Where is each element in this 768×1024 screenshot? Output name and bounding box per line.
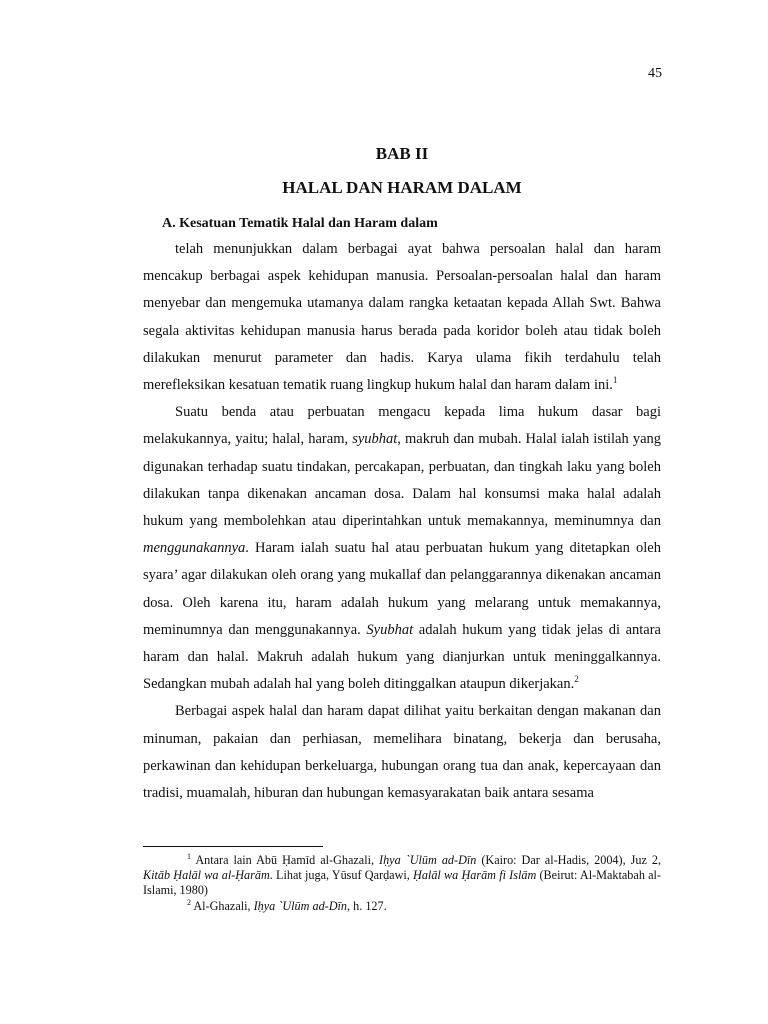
italic-term: menggunakannya xyxy=(143,540,246,557)
page-number: 45 xyxy=(648,66,662,81)
footnote-ref: 1 xyxy=(612,375,618,386)
section-heading: A. Kesatuan Tematik Halal dan Haram dalam xyxy=(162,216,438,231)
italic-term: Kitāb Ḥalāl wa al-Ḥarām xyxy=(143,868,270,883)
text-run: Berbagai aspek halal dan haram dapat dilihat yaitu berkaitan dengan makanan dan minuman, pakaian dan perhiasan, memelihara binatang, bekerja dan berusaha, perkawinan dan kehidupan berkeluarga, hubungan orang tua dan anak, kepercayaan dan tradisi, muamalah, hiburan dan hubungan kemasyarakatan baik antara sesama xyxy=(143,703,661,802)
footnote-ref: 2 xyxy=(574,674,579,685)
footnote-ref: 2 xyxy=(187,897,191,907)
italic-term: Iḥya `Ulūm ad-Dīn xyxy=(379,853,477,867)
text-run: . Lihat juga, Yūsuf Qarḍawi, xyxy=(269,868,414,883)
text-run: Al-Ghazali, xyxy=(191,898,254,913)
text-run: , makruh dan mubah. Halal ialah istilah yang digunakan terhadap suatu tindakan, percakapan, perbuatan, dan tingkah laku yang boleh dilakukan tanpa dikenakan ancaman dosa. Dalam hal konsumsi maka halal adalah hukum yang membolehkan atau diperintahkan untuk memakannya, meminumnya dan xyxy=(143,431,662,530)
chapter-label: BAB II xyxy=(375,144,429,163)
italic-term: syubhat xyxy=(352,431,398,448)
text-run: Antara lain Abū Ḥamīd al-Ghazali, xyxy=(191,853,380,867)
footnote-divider xyxy=(143,846,323,847)
paragraph xyxy=(143,698,661,807)
italic-term: Syubhat xyxy=(366,621,414,638)
paragraph xyxy=(143,236,661,399)
italic-term: Iḥya `Ulūm ad-Dīn xyxy=(253,898,348,913)
footnote-ref: 1 xyxy=(187,851,191,861)
text-run: (Beirut: Al-Maktabah al-Islami, 1980) xyxy=(143,868,661,898)
text-run: , h. 127. xyxy=(347,898,387,913)
text-run: adalah hukum yang tidak jelas di antara haram dan halal. Makruh adalah hukum yang dianjurkan untuk meninggalkannya. Sedangkan mubah adalah hal yang boleh ditinggalkan ataupun dikerjakan. xyxy=(143,621,661,693)
paragraph xyxy=(143,399,661,698)
footnotes xyxy=(143,853,661,914)
footnote xyxy=(143,899,661,914)
body-text xyxy=(143,236,661,807)
text-run: Suatu benda atau perbuatan mengacu kepada lima hukum dasar bagi melakukannya, yaitu; halal, haram, xyxy=(143,404,661,448)
italic-term: Ḥalāl wa Ḥarām fi Islām xyxy=(413,868,537,883)
text-run: . Haram ialah suatu hal atau perbuatan hukum yang ditetapkan oleh syara’ agar dilakukan oleh orang yang mukallaf dan pelanggarannya dikenakan ancaman dosa. Oleh karena itu, haram adalah hukum yang melarang untuk memakannya, meminumnya dan menggunakannya. xyxy=(143,540,661,638)
text-run: (Kairo: Dar al-Hadis, 2004), Juz 2, xyxy=(476,853,662,867)
text-run: telah menunjukkan dalam berbagai ayat bahwa persoalan halal dan haram mencakup berbagai aspek kehidupan manusia. Persoalan-persoalan halal dan haram menyebar dan mengemuka utamanya dalam rangka ketaatan kepada Allah Swt. Bahwa segala aktivitas kehidupan manusia harus berada pada koridor boleh atau tidak boleh dilakukan menurut parameter dan hadis. Karya ulama fikih terdahulu telah merefleksikan kesatuan tematik ruang lingkup hukum halal dan haram dalam ini. xyxy=(143,241,661,394)
chapter-title: HALAL DAN HARAM DALAM xyxy=(282,178,522,197)
footnote xyxy=(143,853,661,899)
